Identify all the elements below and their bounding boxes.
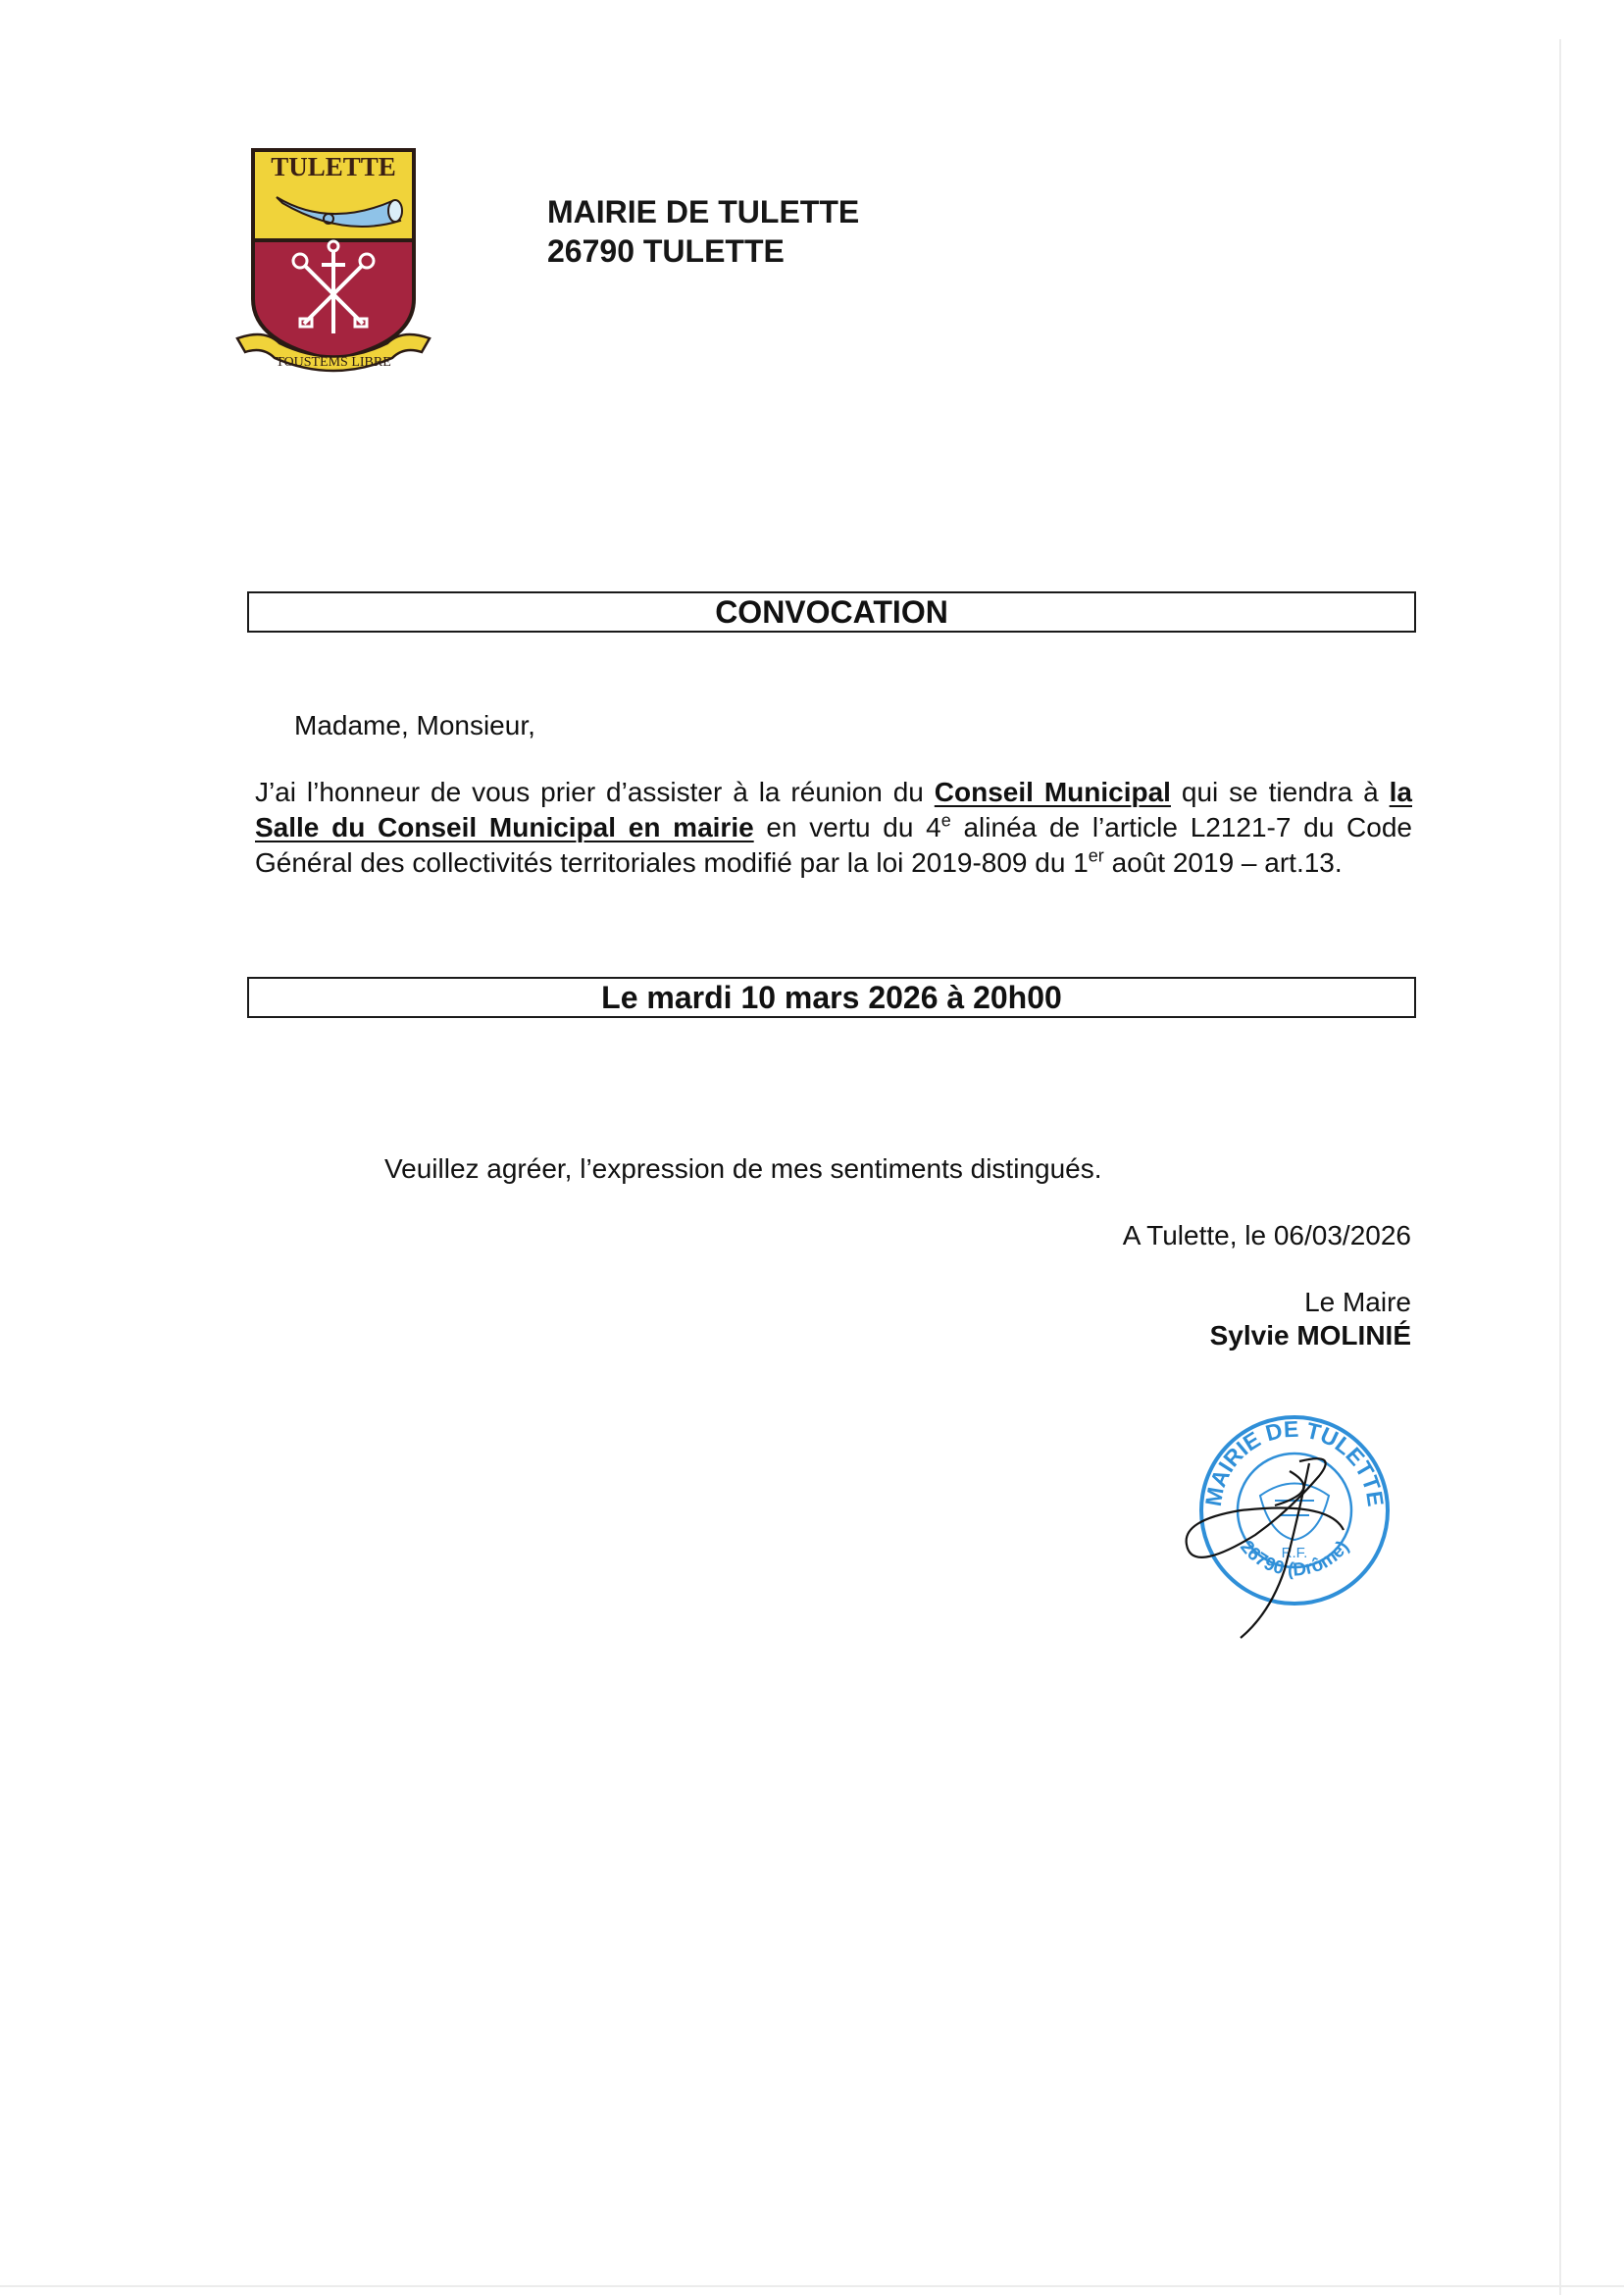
meeting-date: Le mardi 10 mars 2026 à 20h00 (601, 980, 1062, 1015)
coat-of-arms-logo (235, 142, 431, 382)
convocation-title-box (247, 591, 1416, 633)
signatory-role: Le Maire (1304, 1287, 1411, 1317)
stamp-bottom-text: 26790 (Drôme) (1236, 1537, 1353, 1581)
town-hall-address: 26790 TULETTE (547, 233, 785, 269)
venue-highlight: la Salle du Conseil Municipal en mairie (255, 777, 1412, 842)
body-paragraph: J’ai l’honneur de vous prier d’assister à la réunion du Conseil Municipal qui se tiendra à la Salle du Conseil Municipal en mairie en vertu du 4e alinéa de l’article L2121-7 du Code Général des collectivités territoriales modifié par la loi 2019-809 du 1er août 2019 – art.13. (255, 777, 1412, 878)
page-edge (0, 2285, 1624, 2287)
signatory-name: Sylvie MOLINIÉ (1209, 1320, 1411, 1351)
place-and-date: A Tulette, le 06/03/2026 (1122, 1220, 1411, 1250)
page-edge (1559, 39, 1561, 2295)
salutation: Madame, Monsieur, (294, 710, 535, 740)
closing-formula: Veuillez agréer, l’expression de mes sentiments distingués. (384, 1153, 1102, 1184)
coat-motto: TOUSTEMS LIBRE (276, 355, 391, 370)
stamp-initials: R.F. (1281, 1545, 1308, 1561)
meeting-date-box (247, 977, 1416, 1018)
convocation-title: CONVOCATION (715, 594, 948, 630)
coat-town-label: TULETTE (271, 152, 396, 181)
official-stamp (1182, 1402, 1407, 1648)
letterhead (547, 192, 859, 271)
stamp-top-text: MAIRIE DE TULETTE (1199, 1415, 1390, 1508)
council-highlight: Conseil Municipal (934, 777, 1171, 807)
town-hall-name: MAIRIE DE TULETTE (547, 194, 860, 230)
